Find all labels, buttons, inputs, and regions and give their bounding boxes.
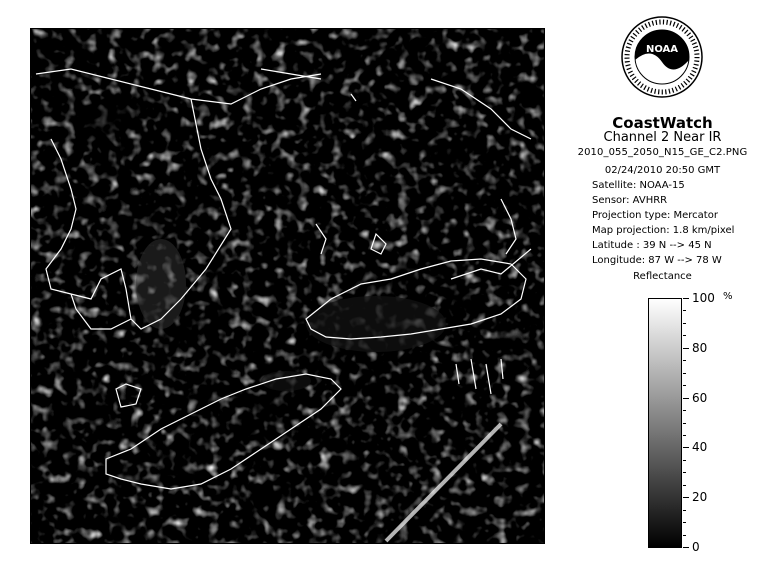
colorbar-major-tick [683,547,689,548]
colorbar-tick-label: 20 [692,490,708,505]
satellite-image-icon [31,29,544,543]
colorbar-tick-label: 40 [692,440,708,455]
colorbar-unit: % [723,291,733,302]
colorbar-minor-tick [683,335,686,336]
sensor-info: Sensor: AVHRR [592,195,668,206]
colorbar-minor-tick [683,410,686,411]
colorbar-minor-tick [683,373,686,374]
colorbar-major-tick [683,497,689,498]
colorbar-major-tick [683,447,689,448]
noaa-logo-icon [621,16,703,98]
colorbar-minor-tick [683,323,686,324]
colorbar-minor-tick [683,510,686,511]
satellite-image [30,28,545,544]
channel-subtitle: Channel 2 Near IR [603,130,722,145]
colorbar-minor-tick [683,522,686,523]
colorbar-minor-tick [683,310,686,311]
projection-type: Projection type: Mercator [592,210,718,221]
colorbar-major-tick [683,348,689,349]
map-projection: Map projection: 1.8 km/pixel [592,225,735,236]
colorbar-minor-tick [683,460,686,461]
colorbar-major-tick [683,398,689,399]
colorbar-minor-tick [683,435,686,436]
colorbar-major-tick [683,298,689,299]
colorbar [648,298,682,548]
colorbar-minor-tick [683,472,686,473]
datetime: 02/24/2010 20:50 GMT [604,165,721,176]
colorbar-minor-tick [683,485,686,486]
filename: 2010_055_2050_N15_GE_C2.PNG [577,147,748,158]
colorbar-minor-tick [683,423,686,424]
colorbar-tick-label: 60 [692,390,708,405]
colorbar-tick-label: 0 [692,540,700,554]
page-title: CoastWatch [612,114,713,132]
colorbar-title: Reflectance [633,271,692,282]
longitude-range: Longitude: 87 W --> 78 W [592,255,722,266]
latitude-range: Latitude : 39 N --> 45 N [592,240,712,251]
satellite-info: Satellite: NOAA-15 [592,180,685,191]
colorbar-minor-tick [683,535,686,536]
svg-text:NOAA: NOAA [645,44,679,55]
colorbar-minor-tick [683,360,686,361]
colorbar-minor-tick [683,385,686,386]
colorbar-tick-label: 80 [692,340,708,355]
colorbar-tick-label: 100 [692,291,715,305]
noaa-logo [621,16,703,98]
